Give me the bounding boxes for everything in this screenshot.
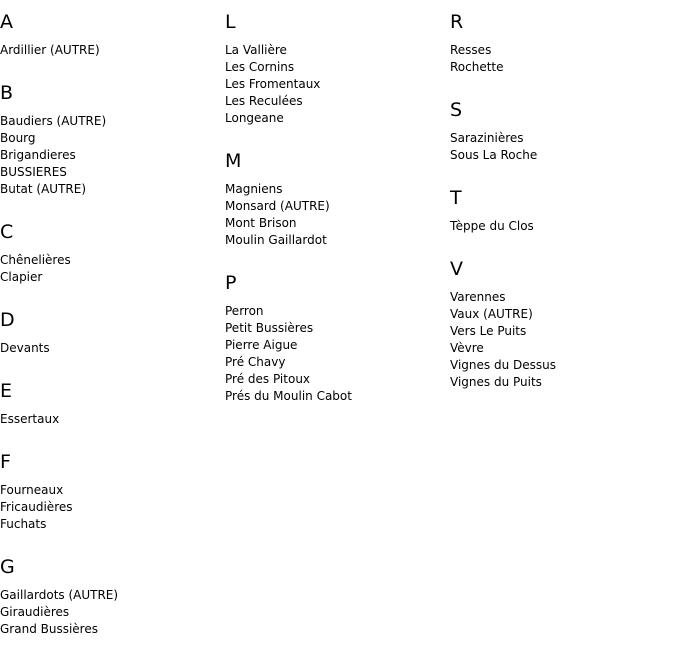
list-item — [225, 354, 450, 371]
place-link[interactable]: Ardillier (AUTRE) — [0, 43, 100, 57]
place-list — [450, 42, 675, 76]
list-item — [450, 306, 675, 323]
place-link[interactable]: Sarazinières — [450, 131, 524, 145]
index-column-1 — [0, 0, 225, 638]
place-link[interactable]: Fuchats — [0, 517, 47, 531]
letter-heading: G — [0, 556, 15, 578]
place-list — [0, 340, 225, 357]
list-item — [225, 181, 450, 198]
place-link[interactable]: Chênelières — [0, 253, 71, 267]
place-link[interactable]: Vers Le Puits — [450, 324, 527, 338]
list-item — [450, 218, 675, 235]
list-item — [0, 147, 225, 164]
place-link[interactable]: Pré Chavy — [225, 355, 286, 369]
list-item — [450, 147, 675, 164]
place-link[interactable]: Brigandieres — [0, 148, 76, 162]
list-item — [0, 181, 225, 198]
place-link[interactable]: Vignes du Dessus — [450, 358, 556, 372]
place-link[interactable]: La Vallière — [225, 43, 287, 57]
place-link[interactable]: Rochette — [450, 60, 504, 74]
letter-heading: S — [450, 99, 463, 121]
letter-group-b — [0, 82, 225, 198]
letter-group-t — [450, 187, 675, 235]
place-link[interactable]: Vaux (AUTRE) — [450, 307, 533, 321]
list-item — [225, 76, 450, 93]
list-item — [225, 388, 450, 405]
list-item — [0, 340, 225, 357]
letter-heading: T — [450, 187, 462, 209]
place-link[interactable]: Grand Bussières — [0, 622, 98, 636]
place-list — [0, 411, 225, 428]
place-link[interactable]: Prés du Moulin Cabot — [225, 389, 352, 403]
letter-heading: C — [0, 221, 14, 243]
list-item — [450, 289, 675, 306]
place-list — [450, 218, 675, 235]
list-item — [225, 59, 450, 76]
place-link[interactable]: Les Cornins — [225, 60, 295, 74]
place-list — [225, 181, 450, 249]
place-link[interactable]: Pierre Aigue — [225, 338, 298, 352]
place-link[interactable]: Clapier — [0, 270, 43, 284]
list-item — [225, 337, 450, 354]
list-item — [0, 587, 225, 604]
list-item — [225, 303, 450, 320]
letter-group-r — [450, 11, 675, 76]
letter-heading: R — [450, 11, 464, 33]
letter-group-f — [0, 451, 225, 533]
list-item — [0, 482, 225, 499]
list-item — [225, 371, 450, 388]
index-column-2 — [225, 0, 450, 405]
list-item — [0, 42, 225, 59]
place-list — [225, 42, 450, 127]
place-link[interactable]: Magniens — [225, 182, 283, 196]
letter-group-a — [0, 11, 225, 59]
list-item — [225, 215, 450, 232]
place-link[interactable]: Gaillardots (AUTRE) — [0, 588, 119, 602]
letter-group-m — [225, 150, 450, 249]
list-item — [450, 42, 675, 59]
place-link[interactable]: Monsard (AUTRE) — [225, 199, 330, 213]
letter-heading: L — [225, 11, 236, 33]
place-list — [450, 289, 675, 391]
place-link[interactable]: Les Fromentaux — [225, 77, 321, 91]
place-link[interactable]: Fourneaux — [0, 483, 64, 497]
list-item — [225, 93, 450, 110]
place-link[interactable]: Fricaudières — [0, 500, 73, 514]
list-item — [225, 232, 450, 249]
letter-heading: F — [0, 451, 11, 473]
list-item — [0, 252, 225, 269]
list-item — [450, 59, 675, 76]
list-item — [450, 340, 675, 357]
place-list — [450, 130, 675, 164]
place-link[interactable]: Vèvre — [450, 341, 484, 355]
list-item — [0, 269, 225, 286]
place-list — [0, 252, 225, 286]
letter-group-e — [0, 380, 225, 428]
letter-heading: B — [0, 82, 14, 104]
list-item — [450, 374, 675, 391]
place-link[interactable]: Moulin Gaillardot — [225, 233, 327, 247]
list-item — [225, 110, 450, 127]
list-item — [0, 411, 225, 428]
list-item — [0, 516, 225, 533]
place-list — [0, 42, 225, 59]
list-item — [0, 499, 225, 516]
list-item — [0, 621, 225, 638]
list-item — [225, 320, 450, 337]
list-item — [225, 42, 450, 59]
letter-group-v — [450, 258, 675, 391]
place-link[interactable]: Perron — [225, 304, 264, 318]
place-link[interactable]: Butat (AUTRE) — [0, 182, 87, 196]
letter-group-p — [225, 272, 450, 405]
list-item — [0, 164, 225, 181]
letter-heading: M — [225, 150, 242, 172]
list-item — [0, 130, 225, 147]
letter-group-g — [0, 556, 225, 638]
place-link[interactable]: Baudiers (AUTRE) — [0, 114, 107, 128]
letter-heading: E — [0, 380, 13, 402]
index-column-3 — [450, 0, 675, 391]
place-link[interactable]: Resses — [450, 43, 492, 57]
letter-heading: P — [225, 272, 237, 294]
place-link[interactable]: Les Reculées — [225, 94, 303, 108]
letter-group-s — [450, 99, 675, 164]
list-item — [0, 604, 225, 621]
list-item — [450, 323, 675, 340]
place-link[interactable]: Giraudières — [0, 605, 70, 619]
list-item — [450, 357, 675, 374]
letter-group-c — [0, 221, 225, 286]
place-link[interactable]: Sous La Roche — [450, 148, 538, 162]
letter-group-d — [0, 309, 225, 357]
place-list — [0, 587, 225, 638]
place-link[interactable]: BUSSIERES — [0, 165, 67, 179]
place-link[interactable]: Longeane — [225, 111, 284, 125]
place-link[interactable]: Petit Bussières — [225, 321, 314, 335]
place-link[interactable]: Bourg — [0, 131, 36, 145]
place-link[interactable]: Vignes du Puits — [450, 375, 542, 389]
place-list — [0, 113, 225, 198]
list-item — [0, 113, 225, 130]
letter-heading: A — [0, 11, 13, 33]
place-link[interactable]: Essertaux — [0, 412, 60, 426]
letter-heading: D — [0, 309, 15, 331]
place-link[interactable]: Devants — [0, 341, 50, 355]
place-link[interactable]: Pré des Pitoux — [225, 372, 311, 386]
place-link[interactable]: Mont Brison — [225, 216, 297, 230]
place-link[interactable]: Varennes — [450, 290, 506, 304]
place-link[interactable]: Tèppe du Clos — [450, 219, 534, 233]
list-item — [225, 198, 450, 215]
letter-heading: V — [450, 258, 463, 280]
place-list — [225, 303, 450, 405]
place-list — [0, 482, 225, 533]
letter-group-l — [225, 11, 450, 127]
list-item — [450, 130, 675, 147]
